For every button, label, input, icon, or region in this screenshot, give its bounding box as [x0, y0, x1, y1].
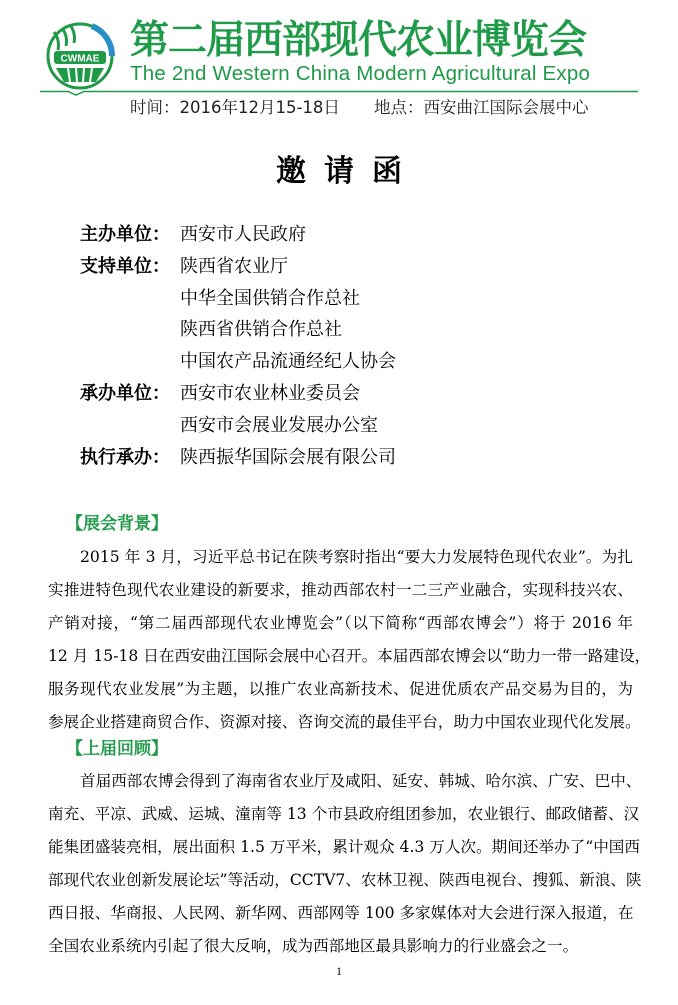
paragraph-line: 2015 年 3 月，习近平总书记在陕考察时指出“要大力发展特色现代农业”。为扎 [80, 548, 633, 566]
page-number: 1 [336, 964, 342, 978]
paragraph-line: 产销对接，“第二届西部现代农业博览会”（以下简称“西部农博会”）将于 2016 年 [48, 614, 633, 632]
organizer-value: 陕西省农业厅 [180, 255, 288, 277]
organizer-value: 中国农产品流通经纪人协会 [180, 351, 396, 373]
header-rule [40, 90, 638, 96]
organizer-value: 陕西振华国际会展有限公司 [180, 446, 396, 468]
organizer-row [80, 255, 288, 279]
date-venue-line [130, 97, 588, 119]
paragraph-line: 服务现代农业发展”为主题，以推广农业高新技术、促进优质农产品交易为目的，为 [48, 680, 633, 698]
svg-text:CWMAE: CWMAE [60, 53, 100, 65]
cwmae-logo [40, 18, 120, 90]
organizer-row [80, 318, 342, 342]
organizer-value: 西安市农业林业委员会 [180, 383, 360, 404]
event-time: 时间：2016年12月15-18日 [130, 98, 340, 117]
organizer-row [80, 287, 360, 311]
paragraph-line: 参展企业搭建商贸合作、资源对接、咨询交流的最佳平台，助力中国农业现代化发展。 [48, 713, 641, 731]
organizer-row [80, 382, 360, 406]
organizer-label: 支持单位： [80, 255, 170, 277]
organizer-value: 西安市会展业发展办公室 [180, 414, 378, 436]
organizer-value: 西安市人民政府 [180, 224, 306, 245]
organizer-label: 主办单位： [80, 224, 170, 245]
section-heading-review: 【上届回顾】 [66, 739, 168, 759]
paragraph-line: 南充、平凉、武威、运城、潼南等 13 个市县政府组团参加，农业银行、邮政储蓄、汉 [48, 805, 640, 823]
paragraph-line: 能集团盛装亮相，展出面积 1.5 万平米，累计观众 4.3 万人次。期间还举办了“中国西 [48, 838, 640, 856]
expo-title-cn: 第二届西部现代农业博览会 [130, 18, 587, 63]
organizer-value: 中华全国供销合作总社 [180, 287, 360, 309]
paragraph-line: 首届西部农博会得到了海南省农业厅及咸阳、延安、韩城、哈尔滨、广安、巴中、 [80, 772, 642, 790]
organizer-label: 执行承办： [80, 446, 170, 468]
paragraph-line: 全国农业系统内引起了很大反响，成为西部地区最具影响力的行业盛会之一。 [48, 937, 579, 955]
paragraph-line: 部现代农业创新发展论坛”等活动，CCTV7、农林卫视、陕西电视台、搜狐、新浪、陕 [48, 871, 642, 889]
organizer-row [80, 350, 396, 374]
section-heading-background: 【展会背景】 [66, 514, 168, 534]
organizer-row [80, 223, 306, 247]
paragraph-line: 实推进特色现代农业建设的新要求，推动西部农村一二三产业融合，实现科技兴农、 [48, 581, 633, 599]
expo-title-en: The 2nd Western China Modern Agricultural Expo [130, 62, 591, 85]
organizer-label: 承办单位： [80, 383, 170, 404]
organizer-row [80, 414, 378, 438]
document-title: 邀请函 [276, 154, 420, 189]
event-venue: 地点：西安曲江国际会展中心 [373, 98, 589, 117]
paragraph-line: 12 月 15-18 日在西安曲江国际会展中心召开。本届西部农博会以“助力一带一路建设， [48, 647, 651, 665]
organizer-value: 陕西省供销合作总社 [180, 319, 342, 341]
paragraph-line: 西日报、华商报、人民网、新华网、西部网等 100 多家媒体对大会进行深入报道，在 [48, 904, 634, 922]
organizer-row [80, 446, 396, 470]
